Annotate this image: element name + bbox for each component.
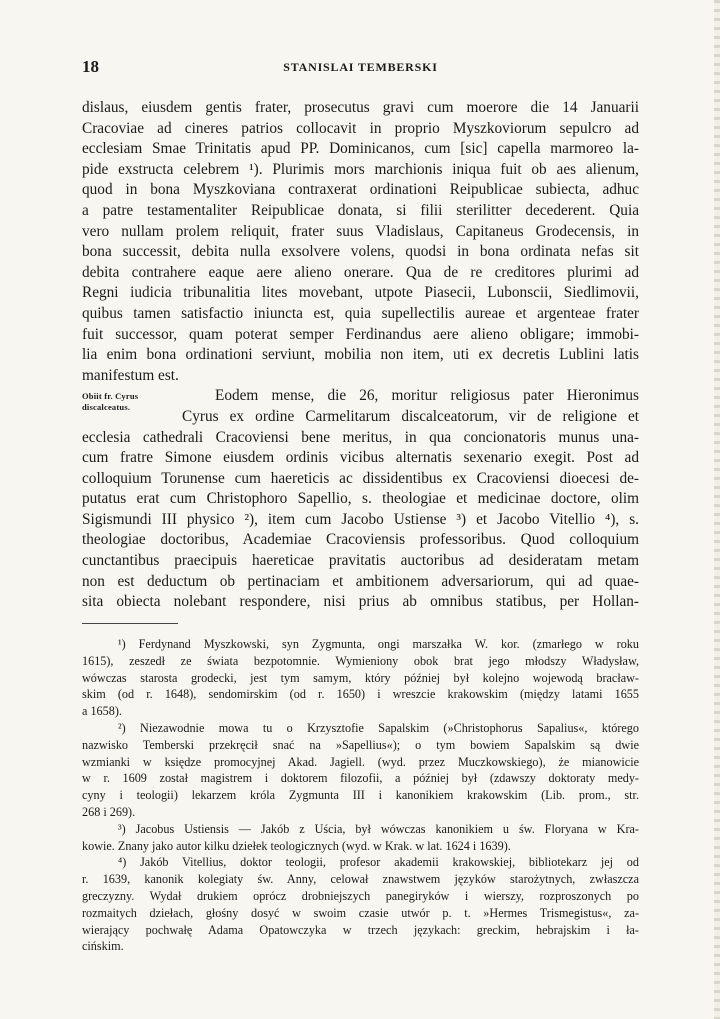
text-line: Eodem mense, die 26, moritur religiosus pater Hieronimus xyxy=(215,387,639,405)
margin-note xyxy=(82,391,138,413)
footnote-1 xyxy=(82,636,639,720)
footnote-line: wówczas starosta grodecki, jest tym samym, który później był kolejno wojewodą bracław- xyxy=(82,670,639,685)
page-number: 18 xyxy=(82,57,99,76)
footnote-line: cińskim. xyxy=(82,939,124,954)
text-line: fuit successor, quam poterat semper Ferdinandus aere alieno obligare; immobi- xyxy=(82,325,639,343)
text-line: cum fratre Simone eiusdem ordinis vicibus alternatis sexenario exegit. Post ad xyxy=(82,449,639,467)
text-line: a patre testamentaliter Reipublicae donata, si filii sterilitter decederent. Quia xyxy=(82,201,639,219)
page-edge xyxy=(714,0,720,1019)
text-line: ecclesia cathedrali Cracoviensi bene meritus, in qua concionatoris munus una- xyxy=(82,428,639,446)
text-line: non est deductum ob pertinaciam et ambitionem adversariorum, qui ad quae- xyxy=(82,572,639,590)
margin-note-line: Obiit fr. Cyrus xyxy=(82,391,139,402)
text-line: sita obiecta nolebant respondere, nisi prius ab omnibus statibus, per Hollan- xyxy=(82,593,639,611)
text-line: quod in bona Myszkoviana contraxerat ordinationi Reipublicae subiecta, adhuc xyxy=(82,181,639,199)
footnote-line: 268 i 269). xyxy=(82,804,136,819)
footnote-line: nazwisko Temberski przekręcił snać na »Sapellius«); o tym bowiem Sapalskim są dwie xyxy=(82,737,639,752)
page-header xyxy=(82,57,639,77)
footnote-line: rozmaitych dziełach, głośny dosyć w swoim czasie utwór p. t. »Hermes Trismegistus«, za- xyxy=(82,905,639,920)
text-line: manifestum est. xyxy=(82,366,179,384)
text-line: ecclesiam Smae Trinitatis apud PP. Dominicanos, cum [sic] capella marmoreo la- xyxy=(82,140,639,158)
text-line: colloquium Torunense cum haereticis ac dissidentibus ex Cracoviensi dioecesi de- xyxy=(82,469,639,487)
footnote-2 xyxy=(82,720,639,821)
footnotes xyxy=(82,636,639,955)
footnote-line: wzmianki w księdze promocyjnej Akad. Jagiell. (wyd. przez Muczkowskiego), że mianowicie xyxy=(82,754,639,769)
footnote-line: ¹) Ferdynand Myszkowski, syn Zygmunta, ongi marszałka W. kor. (zmarłego w roku xyxy=(118,637,639,651)
text-line: cunctantibus praecipuis haereticae pravitatis auctoribus ad desideratam metam xyxy=(82,552,639,570)
footnote-3 xyxy=(82,821,639,855)
footnote-line: 1615), zeszedł ze świata bezpotomnie. Wymieniony obok brat jego młodszy Władysław, xyxy=(82,653,639,668)
footnote-line: cyny i teologii) lekarzem króla Zygmunta III i kanonikiem krakowskim (Lib. prom., str. xyxy=(82,788,639,803)
footnote-line: a 1658). xyxy=(82,704,122,719)
footnote-line: wierający pochwałę Adama Opatowczyka w trzech językach: greckim, hebrajskim i ła- xyxy=(82,922,639,937)
main-text xyxy=(82,98,639,613)
margin-note-line: discalceatus. xyxy=(82,402,131,413)
text-line: Sigismundi III physico ²), item cum Jacobo Ustiense ³) et Jacobo Vitellio ⁴), s. xyxy=(82,510,639,528)
text-line: vero nullam prolem reliquit, frater suus Vladislaus, Capitaneus Grodecensis, in xyxy=(82,222,639,240)
text-line: Regni iudicia tribunalitia lites movebant, utpote Piasecii, Lubonscii, Siedlimovii, xyxy=(82,284,639,302)
footnote-rule xyxy=(82,623,178,624)
text-line: lia enim bona ordinationi serviunt, mobilia non item, uti ex decretis Lublini latis xyxy=(82,346,639,364)
footnote-line: greczyzny. Wydał drukiem oprócz drobniejszych panegiryków i wierszy, rozproszonych po xyxy=(82,888,639,903)
footnote-4 xyxy=(82,854,639,955)
running-head: STANISLAI TEMBERSKI xyxy=(283,60,438,74)
text-line: dislaus, eiusdem gentis frater, prosecutus gravi cum moerore die 14 Januarii xyxy=(82,99,639,116)
footnote-line: ⁴) Jakób Vitellius, doktor teologii, profesor akademii krakowskiej, bibliotekarz jej od xyxy=(118,855,639,870)
footnote-line: r. 1639, kanonik kolegiaty św. Anny, celował znawstwem języków starożytnych, zwłaszcza xyxy=(82,872,639,887)
footnote-line: skim (od r. 1648), sendomirskim (od r. 1650) i wreszcie krakowskim (między latami 1655 xyxy=(82,687,639,702)
footnote-line: ³) Jacobus Ustiensis — Jakób z Uścia, był wówczas kanonikiem u św. Floryana w Kra- xyxy=(118,821,639,836)
text-line: quibus tamen satisfactio iniuncta est, quia supellectilis aureae et argenteae frater xyxy=(82,304,639,322)
text-line: bona successit, debita nulla exsolvere volens, quodsi in bona ordinata nefas sit xyxy=(82,243,639,261)
text-line: putatus erat cum Christophoro Sapellio, s. theologiae et medicinae doctore, olim xyxy=(82,490,639,508)
text-line: Cyrus ex ordine Carmelitarum discalceatorum, vir de religione et xyxy=(182,407,639,425)
footnote-line: ²) Niezawodnie mowa tu o Krzysztofie Sapalskim (»Christophorus Sapalius«, którego xyxy=(118,720,639,735)
text-line: Cracoviae ad cineres patrios collocavit in proprio Myszkoviorum sepulcro ad xyxy=(82,119,639,137)
footnote-line: w r. 1609 został magistrem i doktorem filozofii, a później był (zdawszy doktoraty medy- xyxy=(82,771,639,786)
footnote-line: kowie. Znany jako autor kilku dziełek teologicznych (wyd. w Krak. w lat. 1624 i 1639). xyxy=(82,838,511,853)
text-line: theologiae doctoribus, Academiae Cracoviensis professoribus. Quod colloquium xyxy=(82,531,639,549)
text-line: debita contrahere eaque aere alieno onerare. Qua de re creditores plurimi ad xyxy=(82,263,639,281)
text-line: pide exstructa celebrem ¹). Plurimis mors marchionis iniqua fuit ob aes alienum, xyxy=(82,160,639,178)
paragraph-obituary xyxy=(82,386,639,613)
